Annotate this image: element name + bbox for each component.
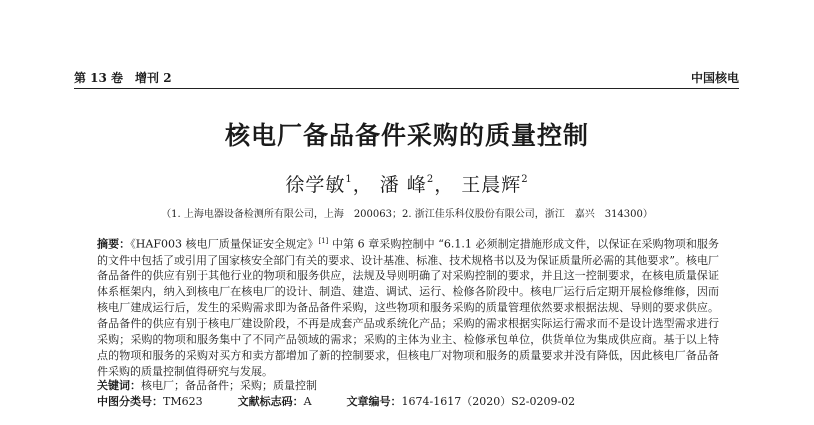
author-name: 徐学敏 (285, 174, 346, 196)
abstract (97, 234, 719, 380)
author-affil-mark: 2 (521, 174, 529, 185)
doc-code-value: A (303, 395, 312, 408)
article-number-value: 1674-1617（2020）S2-0209-02 (401, 395, 576, 408)
classification-line (97, 394, 719, 410)
clc-label: 中图分类号： (97, 395, 163, 408)
author-list (0, 170, 814, 197)
affiliations: （1. 上海电器设备检测所有限公司，上海 200063；2. 浙江佳乐科仪股份有限公司，浙江 嘉兴 314300） (161, 209, 653, 220)
keywords (97, 378, 719, 394)
author-separator: ， (434, 174, 455, 196)
abstract-reference: 《HAF003 核电厂质量保证安全规定》 (130, 237, 319, 251)
journal-name: 中国核电 (690, 71, 739, 85)
paper-title: 核电厂备品备件采购的质量控制 (224, 121, 589, 150)
author-name: 王晨辉 (461, 174, 522, 196)
article-number-label: 文章编号： (346, 395, 402, 408)
abstract-label: 摘要： (97, 237, 131, 251)
author-affil-mark: 2 (426, 174, 435, 185)
author-name: 潘 峰 (379, 174, 427, 196)
citation-mark: [1] (318, 237, 329, 245)
doc-code-label: 文献标志码： (237, 395, 304, 408)
clc-value: TM623 (163, 395, 203, 408)
journal-header (74, 66, 739, 89)
volume-issue: 第 13 卷 增刊 2 (74, 71, 172, 85)
keywords-value: 核电厂；备品备件；采购；质量控制 (141, 379, 317, 392)
author-separator: ， (352, 174, 373, 196)
abstract-body: 中第 6 章采购控制中 “6.1.1 必须制定措施形成文件，以保证在采购物项和服务的文件中包括了或引用了国家核安全部门有关的要求、设计基准、标准、技术规格书以及为保证质量所必需的其他要求”。核电厂备品备件的供应有别于其他行业的物项和服务供应，法规及导则明确了对采购控制的要求，并且这一控制要求，在核电质量保证体系框架内，纳入到核电厂在核电厂的设计、制造、建造、调试、运行、检修各阶段中。核电厂运行后定期开展检修维修，因而核电厂建成运行后，发生的采购需求即为备品备件采购，这些物项和服务采购的质量管理依然要求根据法规、导则的要求供应。备品备件的供应有别于核电厂建设阶段，不再是成套产品或系统化产品；采购的需求根据实际运行需求而不是设计选型需求进行采购；采购的物项和服务集中了不同产品领域的需求；采购的主体为业主、检修承包单位，供货单位为集成供应商。基于以上特点的物项和服务的采购对买方和卖方都增加了新的控制要求，但核电厂对物项和服务的质量要求并没有降低，因此核电厂备品备件采购的质量控制值得研究与发展。 (97, 237, 720, 378)
author-affil-mark: 1 (345, 174, 353, 185)
keywords-label: 关键词： (97, 379, 141, 392)
